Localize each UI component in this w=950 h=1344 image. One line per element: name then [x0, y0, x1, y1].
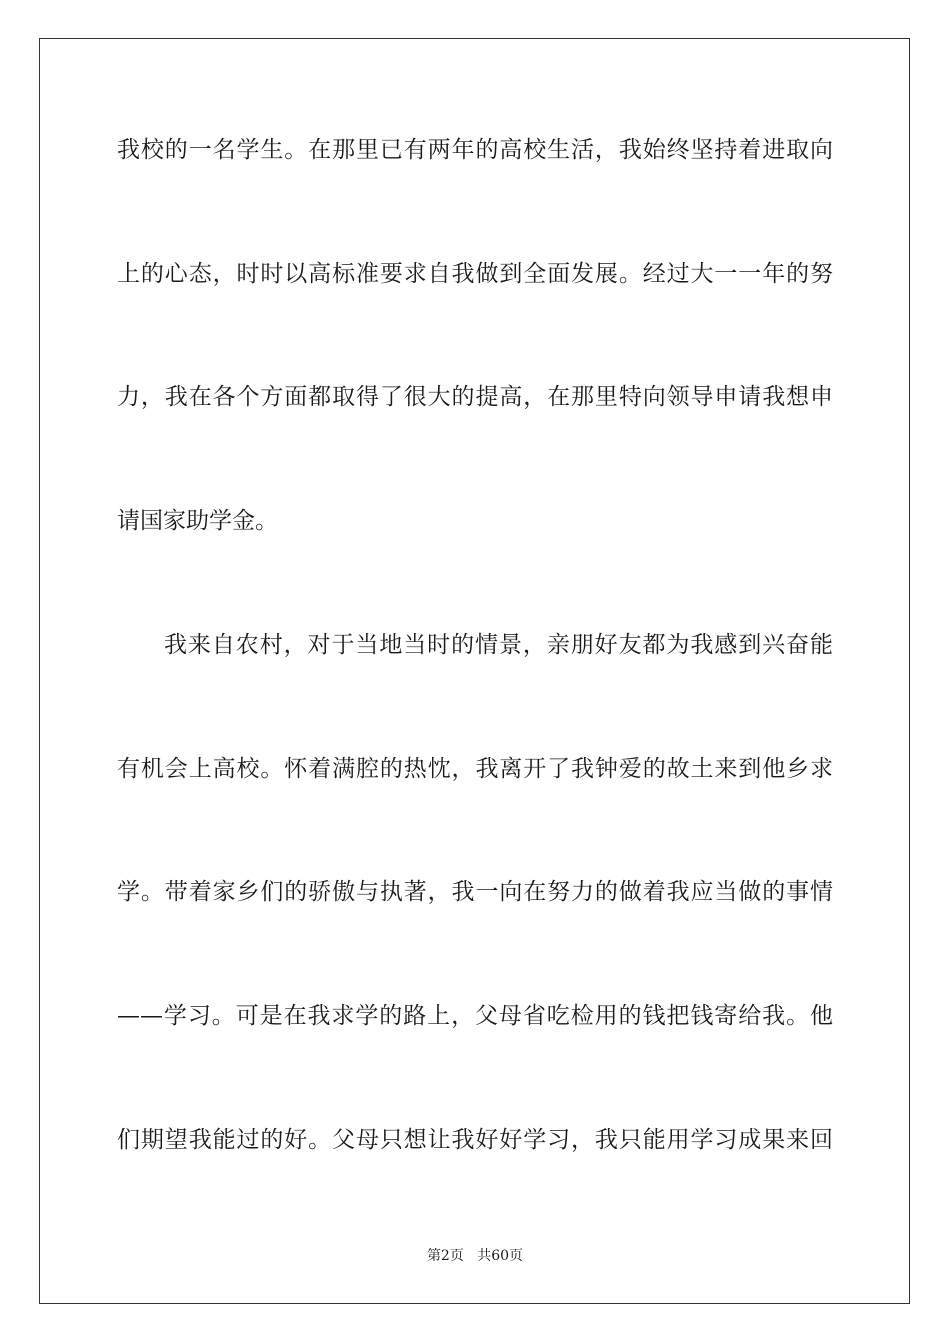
page-border	[39, 38, 910, 1304]
text-line-2: 上的心态，时时以高标准要求自我做到全面发展。经过大一一年的努	[117, 261, 833, 287]
page-number: 第2页	[426, 1248, 464, 1264]
text-line-1: 我校的一名学生。在那里已有两年的高校生活，我始终坚持着进取向	[117, 137, 833, 163]
text-line-6: 有机会上高校。怀着满腔的热忱，我离开了我钟爱的故土来到他乡求	[117, 756, 833, 782]
text-line-9: 们期望我能过的好。父母只想让我好好学习，我只能用学习成果来回	[117, 1127, 833, 1153]
page-footer	[0, 1245, 950, 1265]
text-line-7: 学。带着家乡们的骄傲与执著，我一向在努力的做着我应当做的事情	[117, 879, 833, 905]
text-line-5: 我来自农村，对于当地当时的情景，亲朋好友都为我感到兴奋能	[164, 632, 833, 658]
text-line-3: 力，我在各个方面都取得了很大的提高，在那里特向领导申请我想申	[117, 384, 833, 410]
text-line-8: ——学习。可是在我求学的路上，父母省吃检用的钱把钱寄给我。他	[117, 1003, 833, 1029]
text-line-4: 请国家助学金。	[117, 508, 278, 534]
page-total: 共60页	[477, 1248, 524, 1264]
